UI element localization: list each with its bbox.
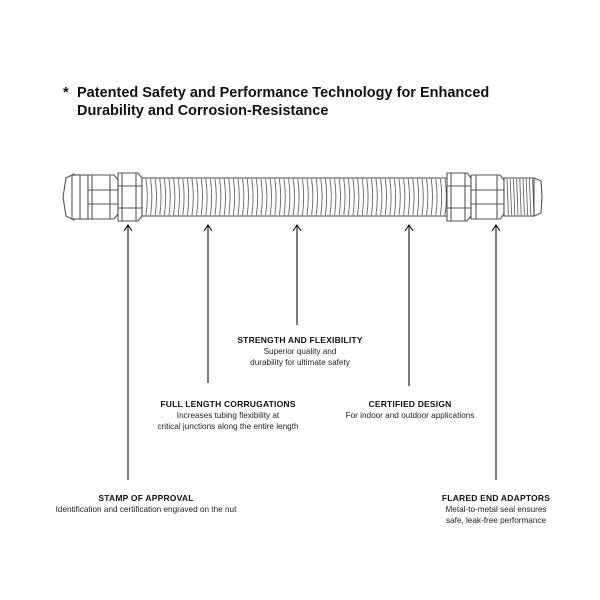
- heading-line-1: Patented Safety and Performance Technology for Enhanced: [77, 85, 490, 101]
- arrow-strength: [293, 225, 301, 325]
- callout-title: CERTIFIED DESIGN: [368, 399, 452, 409]
- callout-title: STRENGTH AND FLEXIBILITY: [237, 335, 363, 345]
- callout-certified: [330, 398, 490, 421]
- callout-title: STAMP OF APPROVAL: [98, 493, 194, 503]
- arrow-stamp: [124, 225, 132, 480]
- callout-desc-line: Increases tubing flexibility at: [176, 411, 280, 420]
- callout-strength: [200, 334, 400, 368]
- callout-desc-line: critical junctions along the entire length: [157, 422, 299, 431]
- callout-desc-line: Metal-to-metal seal ensures: [445, 505, 547, 514]
- callout-desc-line: Identification and certification engraved on the nut: [55, 505, 237, 514]
- callout-desc-line: durability for ultimate safety: [250, 358, 350, 367]
- arrow-certified: [405, 225, 413, 386]
- arrow-flared: [492, 225, 500, 480]
- callout-desc-line: Superior quality and: [263, 347, 337, 356]
- right-tube-end: [534, 178, 542, 216]
- asterisk-marker: *: [63, 85, 69, 101]
- callout-flared: [422, 492, 570, 526]
- callout-title: FULL LENGTH CORRUGATIONS: [160, 399, 296, 409]
- heading-line-2: Durability and Corrosion-Resistance: [77, 103, 329, 119]
- callout-desc-line: safe, leak-free performance: [445, 516, 547, 525]
- callout-desc-line: For indoor and outdoor applications: [345, 411, 475, 420]
- callout-corrugations: [128, 398, 328, 432]
- callout-stamp: [36, 492, 256, 515]
- gas-connector-hose: [63, 173, 542, 221]
- callout-title: FLARED END ADAPTORS: [441, 493, 551, 503]
